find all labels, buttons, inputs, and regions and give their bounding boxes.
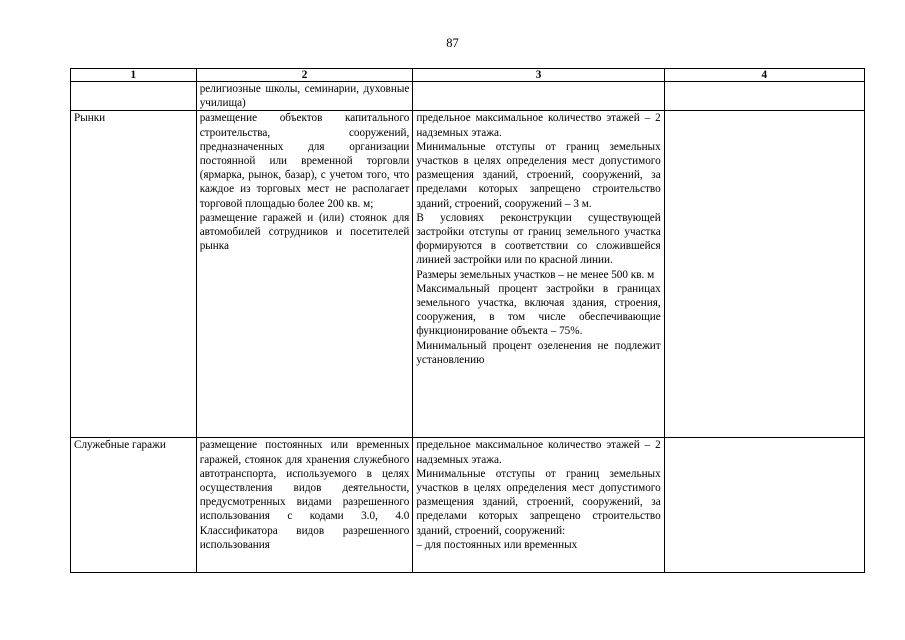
notes-cell (664, 111, 864, 438)
notes-cell (664, 438, 864, 573)
parameter-paragraph: Максимальный процент застройки в границах земельного участка, включая здания, строения, сооружения, в том числе обеспечивающие функционирование объекта – 75%. (416, 282, 661, 338)
description-cell (196, 111, 413, 438)
table-row (71, 111, 865, 438)
parameter-paragraph: Минимальные отступы от границ земельных участков в целях определения мест допустимого размещения зданий, строений, сооружений, за пределами которых запрещено строительство зданий, строений, сооружений – 3 м. (416, 140, 661, 210)
use-type-cell (71, 82, 197, 111)
parameters-cell (413, 82, 664, 111)
use-type-label: Служебные гаражи (74, 439, 166, 452)
table-header-row (71, 69, 865, 82)
description-paragraph: религиозные школы, семинарии, духовные училища) (199, 83, 410, 110)
parameter-paragraph: Размеры земельных участков – не менее 500 кв. м (416, 268, 655, 281)
description-paragraph: размещение объектов капитального строительства, сооружений, предназначенных для организации постоянной или временной торговли (ярмарка, рынок, базар), с учетом того, что каждое из торговых мест не располагает торговой площадью более 200 кв. м; (199, 112, 410, 210)
parameter-paragraph: предельное максимальное количество этажей – 2 надземных этажа. (416, 439, 661, 466)
description-cell (196, 82, 413, 111)
column-header-4: 4 (664, 69, 864, 82)
description-paragraph: размещение постоянных или временных гаражей, стоянок для хранения служебного автотранспорта, используемого в целях осуществления видов деятельности, предусмотренных видами разрешенного использования с кодами 3.0, 4.0 Классификатора видов разрешенного использования (199, 439, 410, 551)
land-use-table (70, 68, 865, 573)
table-row (71, 438, 865, 573)
notes-cell (664, 82, 864, 111)
page-number: 87 (446, 36, 459, 50)
column-header-2: 2 (196, 69, 413, 82)
parameters-cell (413, 438, 664, 573)
table-row (71, 82, 865, 111)
use-type-cell (71, 438, 197, 573)
use-type-cell (71, 111, 197, 438)
parameter-paragraph: предельное максимальное количество этажей – 2 надземных этажа. (416, 112, 661, 139)
parameters-cell (413, 111, 664, 438)
use-type-label: Рынки (74, 112, 106, 125)
column-header-3: 3 (413, 69, 664, 82)
parameter-paragraph: В условиях реконструкции существующей застройки отступы от границ земельного участка формируются в соответствии со сложившейся линией застройки или по красной линии. (416, 211, 661, 267)
description-paragraph: размещение гаражей и (или) стоянок для автомобилей сотрудников и посетителей рынка (199, 211, 410, 253)
parameter-paragraph: – для постоянных или временных (416, 538, 578, 551)
parameter-paragraph: Минимальный процент озеленения не подлежит установлению (416, 339, 661, 366)
parameter-paragraph: Минимальные отступы от границ земельных участков в целях определения мест допустимого размещения зданий, строений, сооружений, за пределами которых запрещено строительство зданий, строений, сооружений: (416, 467, 661, 537)
column-header-1: 1 (71, 69, 197, 82)
description-cell (196, 438, 413, 573)
